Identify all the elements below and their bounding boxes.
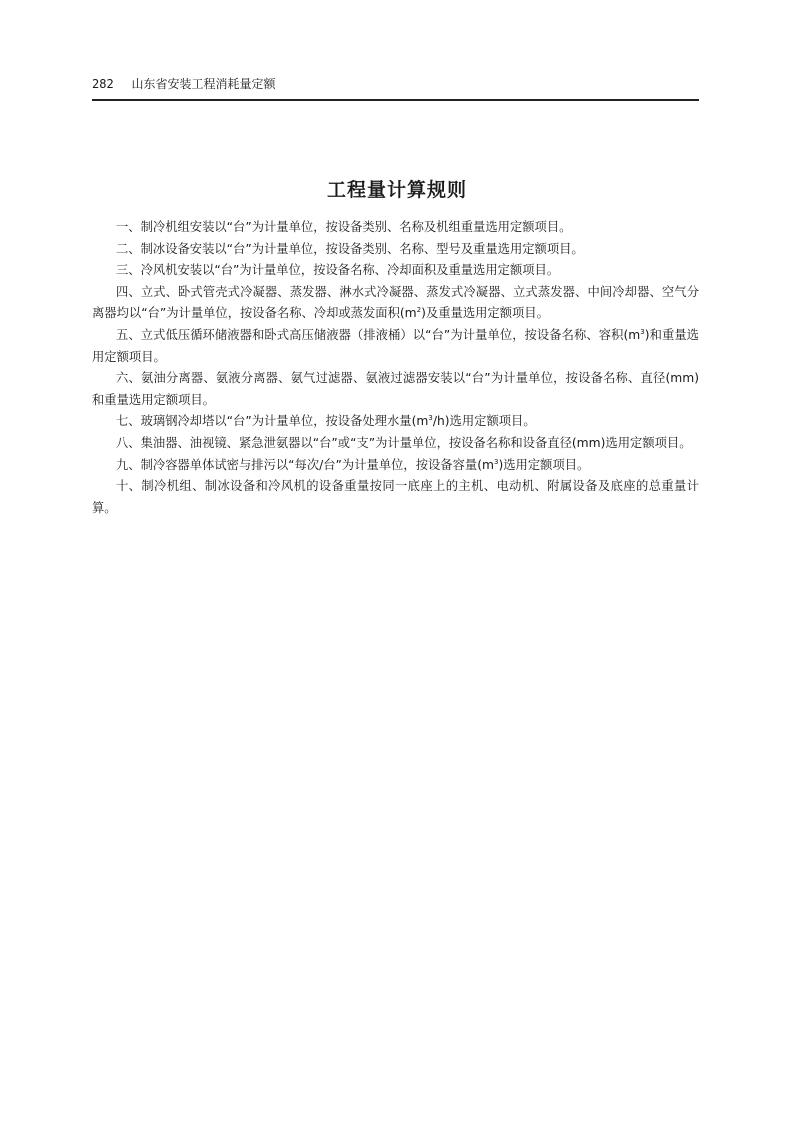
page-number: 282	[92, 77, 114, 91]
header-rule	[92, 99, 699, 101]
rule-item-8: 八、集油器、油视镜、紧急泄氨器以“台”或“支”为计量单位，按设备名称和设备直径(mm)选用定额项目。	[116, 435, 692, 450]
rule-item-6: 六、氨油分离器、氨液分离器、氨气过滤器、氨液过滤器安装以“台”为计量单位，按设备名称、直径(mm)和重量选用定额项目。	[92, 371, 699, 407]
rule-item-3: 三、冷风机安装以“台”为计量单位，按设备名称、冷却面积及重量选用定额项目。	[116, 263, 560, 278]
book-title: 山东省安装工程消耗量定额	[131, 77, 276, 91]
running-header	[92, 76, 698, 98]
rule-item-4: 四、立式、卧式管壳式冷凝器、蒸发器、淋水式冷凝器、蒸发式冷凝器、立式蒸发器、中间冷却器、空气分离器均以“台”为计量单位，按设备名称、冷却或蒸发面积$(m^2)$及重量选用定额项目。	[92, 284, 699, 321]
page-title: 工程量计算规则	[326, 178, 467, 201]
rule-item-5: 五、立式低压循环储液器和卧式高压储液器（排液桶）以“台”为计量单位，按设备名称、容积$(m^3)$和重量选用定额项目。	[92, 327, 699, 364]
rule-item-9: 九、制冷容器单体试密与排污以“每次/台”为计量单位，按设备容量$(m^3)$选用定额项目。	[116, 457, 590, 472]
rule-item-10: 十、制冷机组、制冰设备和冷风机的设备重量按同一底座上的主机、电动机、附属设备及底座的总重量计算。	[92, 479, 699, 515]
rule-item-2: 二、制冰设备安装以“台”为计量单位，按设备类别、名称、型号及重量选用定额项目。	[116, 241, 584, 256]
rule-item-7: 七、玻璃钢冷却塔以“台”为计量单位，按设备处理水量$(m^3/h)$选用定额项目。	[116, 414, 536, 429]
rules-list	[92, 217, 699, 519]
rule-item-1: 一、制冷机组安装以“台”为计量单位，按设备类别、名称及机组重量选用定额项目。	[116, 220, 572, 234]
